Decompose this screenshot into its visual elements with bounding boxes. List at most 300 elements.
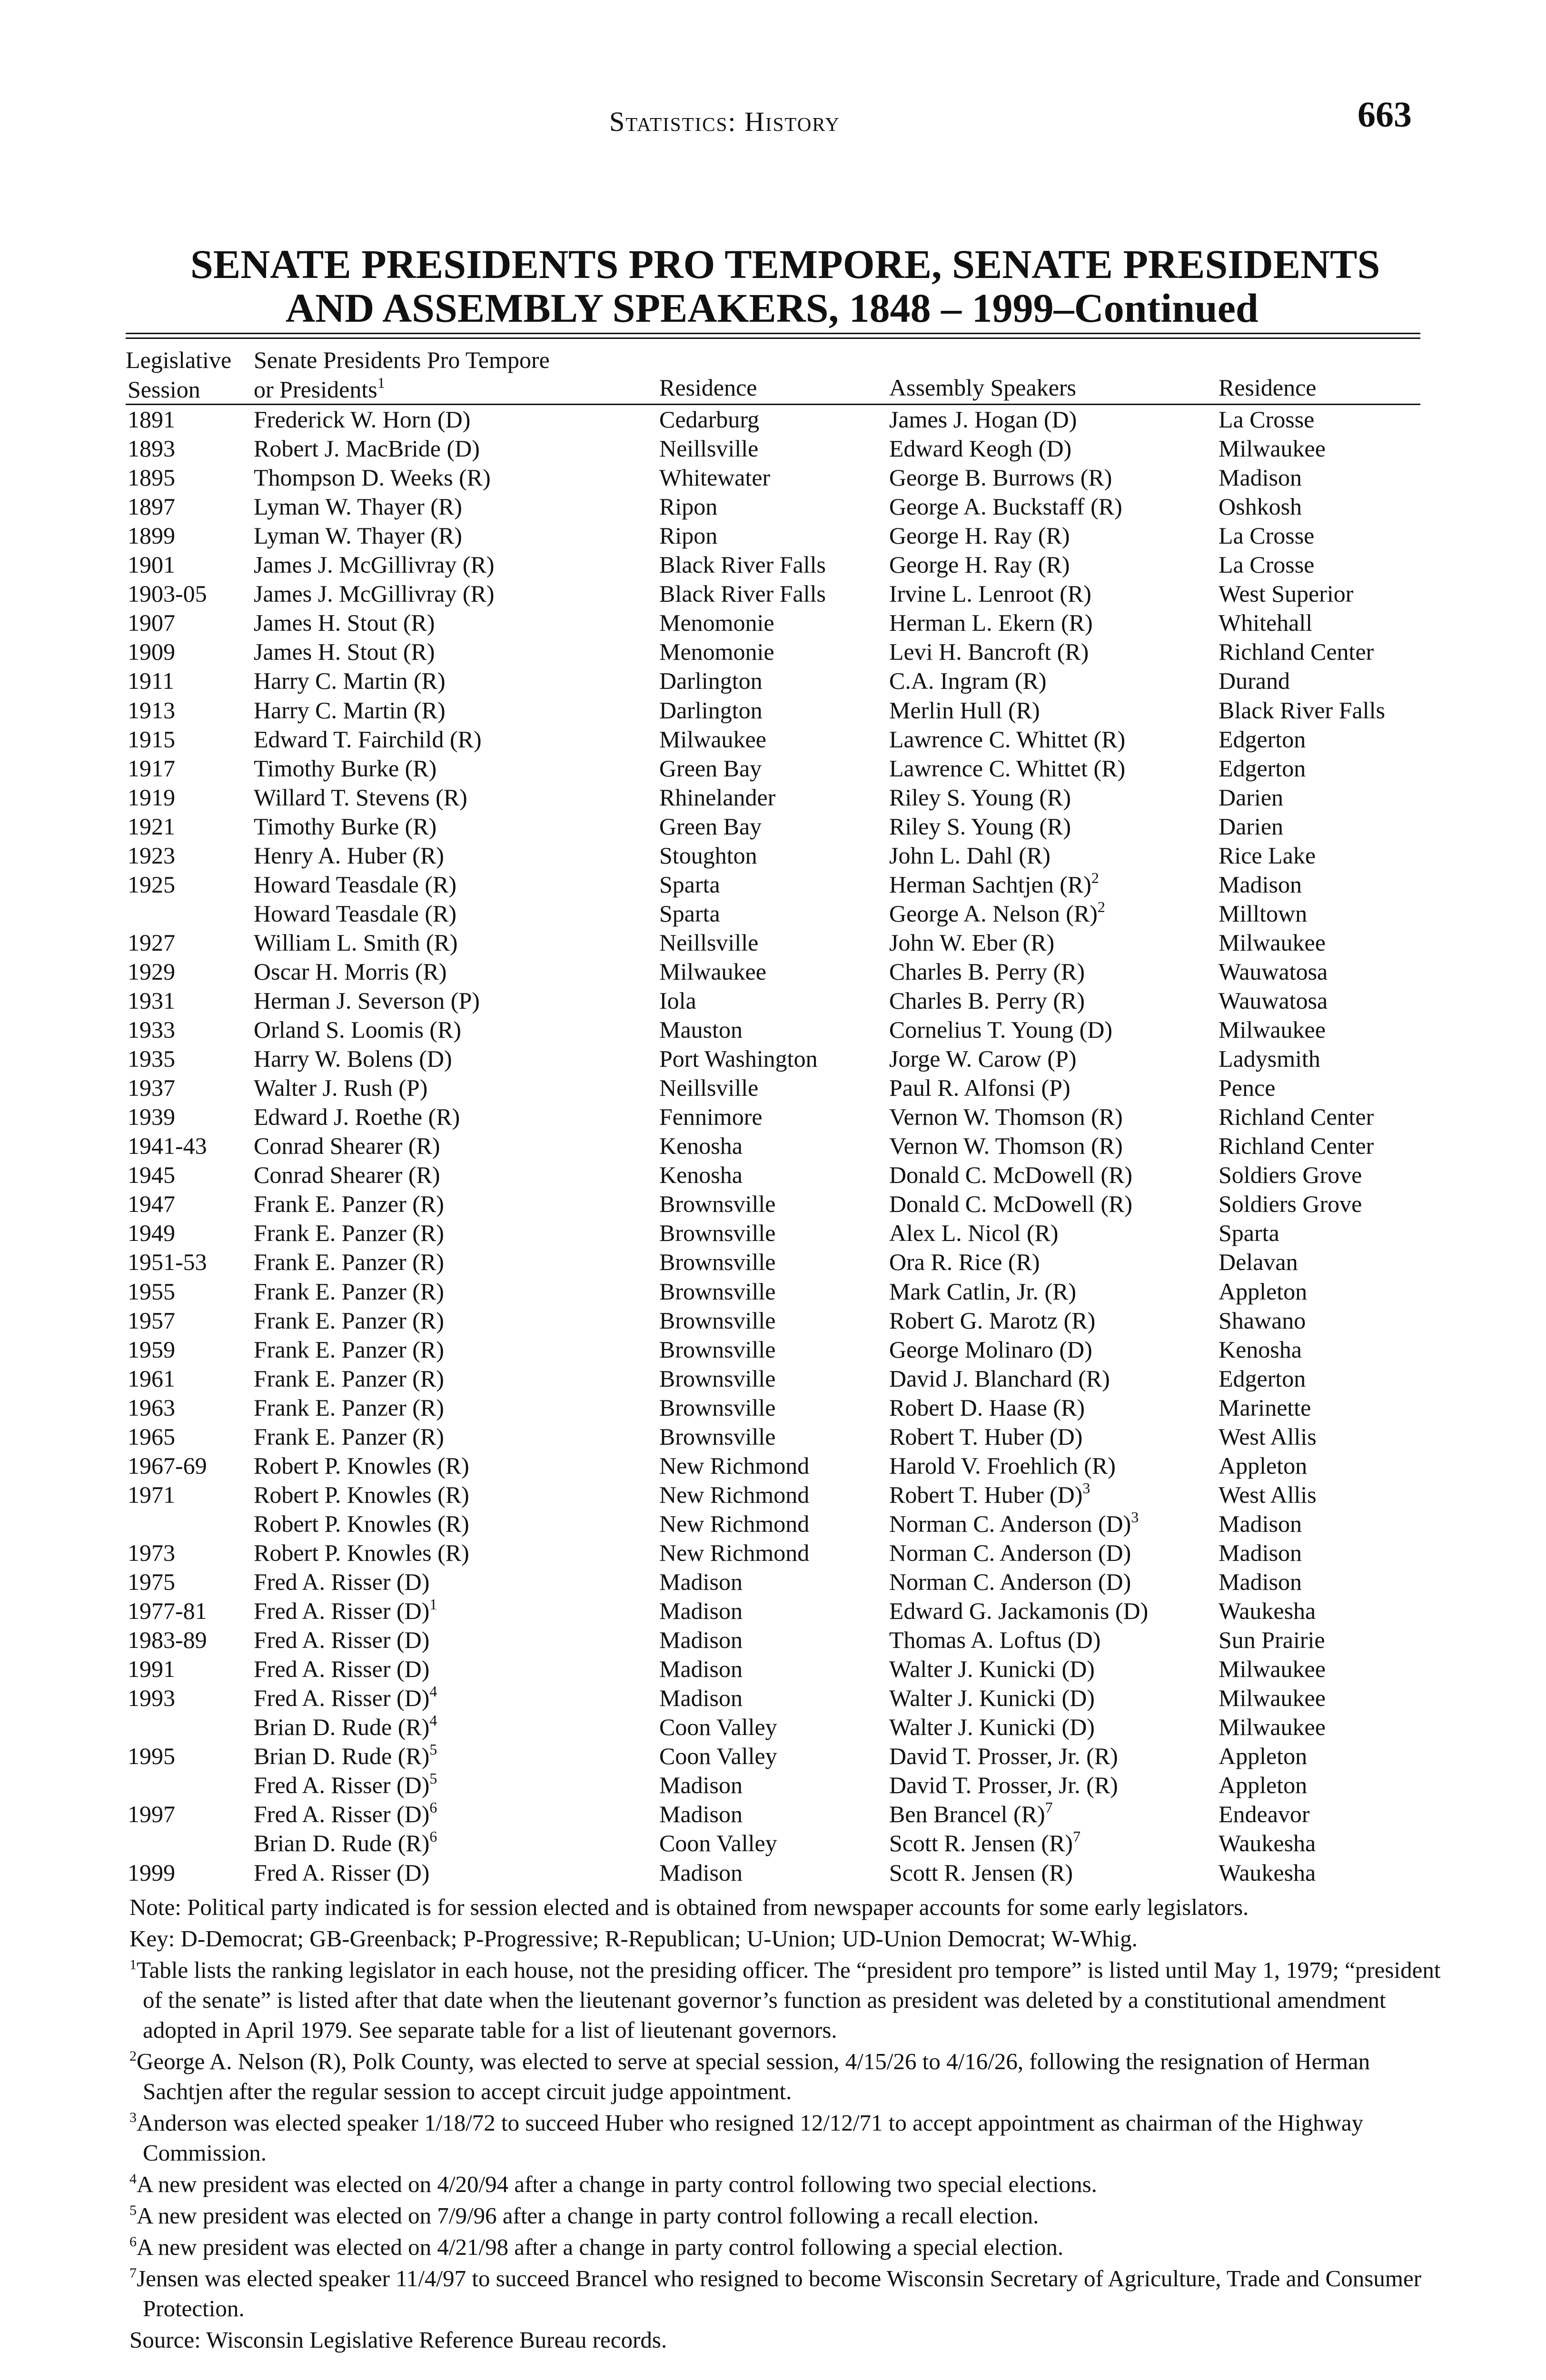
speaker-cell: Norman C. Anderson (D) <box>889 1539 1131 1566</box>
session-cell: 1891 <box>128 406 175 433</box>
speaker-residence-cell: Waukesha <box>1219 1597 1316 1625</box>
president-residence-cell: Brownsville <box>659 1336 776 1363</box>
speaker-residence-cell: Whitehall <box>1219 609 1313 636</box>
president-cell: Frank E. Panzer (R) <box>254 1336 444 1363</box>
president-cell: Thompson D. Weeks (R) <box>254 464 491 491</box>
table-title-line1: SENATE PRESIDENTS PRO TEMPORE, SENATE PRESIDENTS <box>190 241 1380 287</box>
speaker-residence-cell: West Superior <box>1219 580 1354 607</box>
speaker-cell: Walter J. Kunicki (D) <box>889 1656 1095 1683</box>
president-residence-cell: Rhinelander <box>659 783 776 811</box>
header-session-line2: Session <box>128 376 200 403</box>
running-head: Statistics: History <box>609 106 840 137</box>
session-cell: 1941-43 <box>128 1132 207 1160</box>
president-residence-cell: Ripon <box>659 522 718 549</box>
table-row <box>0 900 1546 929</box>
speaker-residence-cell: Appleton <box>1219 1278 1308 1305</box>
session-cell: 1961 <box>128 1365 175 1392</box>
speaker-cell: Irvine L. Lenroot (R) <box>889 580 1091 607</box>
president-cell: Robert P. Knowles (R) <box>254 1481 469 1508</box>
speaker-cell: Charles B. Perry (R) <box>889 958 1085 985</box>
president-residence-cell: Brownsville <box>659 1394 776 1421</box>
president-residence-cell: New Richmond <box>659 1481 810 1508</box>
footnote-mark: 7 <box>129 2265 137 2281</box>
session-cell: 1909 <box>128 638 175 665</box>
president-residence-cell: New Richmond <box>659 1510 810 1537</box>
table-row <box>0 406 1546 435</box>
table-row <box>0 958 1546 987</box>
header-rule <box>126 404 1420 405</box>
speaker-cell: David T. Prosser, Jr. (R) <box>889 1743 1118 1770</box>
president-residence-cell: Port Washington <box>659 1045 818 1072</box>
president-cell: Frank E. Panzer (R) <box>254 1423 444 1450</box>
president-cell: James J. McGillivray (R) <box>254 551 495 578</box>
table-row <box>0 696 1546 725</box>
speaker-residence-cell: Madison <box>1219 464 1302 491</box>
footnote-mark: 1 <box>429 1596 437 1613</box>
president-residence-cell: Madison <box>659 1656 743 1683</box>
session-cell: 1917 <box>128 754 175 782</box>
table-row <box>0 1190 1546 1219</box>
speaker-cell: Robert T. Huber $(D)^3$ <box>889 1479 1090 1508</box>
header-session-line1: Legislative <box>126 347 232 373</box>
session-cell: 1907 <box>128 609 175 636</box>
key-text: Key: D-Democrat; GB-Greenback; P-Progressive; R-Republican; U-Union; UD-Union Democrat; W-Whig. <box>129 1925 1138 1952</box>
speaker-residence-cell: Edgerton <box>1219 1365 1306 1392</box>
speaker-cell: Scott R. Jensen $(R)^7$ <box>889 1828 1081 1857</box>
table-row <box>0 871 1546 900</box>
footnote-mark: 4 <box>429 1683 437 1700</box>
table-row <box>0 1452 1546 1481</box>
page-number: 663 <box>1358 95 1412 135</box>
footnote-mark: 4 <box>429 1712 437 1729</box>
speaker-residence-cell: Wauwatosa <box>1219 958 1328 985</box>
president-cell: James J. McGillivray (R) <box>254 580 495 607</box>
president-residence-cell: Coon Valley <box>659 1714 777 1741</box>
president-residence-cell: Fennimore <box>659 1103 763 1130</box>
session-cell: 1983-89 <box>128 1626 207 1654</box>
president-cell: Fred A. Risser $(D)^1$ <box>254 1596 437 1625</box>
speaker-residence-cell: Waukesha <box>1219 1859 1316 1886</box>
speaker-residence-cell: Oshkosh <box>1219 493 1302 520</box>
speaker-residence-cell: Madison <box>1219 1539 1302 1566</box>
session-cell: 1897 <box>128 493 175 520</box>
session-cell: 1899 <box>128 522 175 549</box>
table-row <box>0 1481 1546 1510</box>
speaker-cell: John L. Dahl (R) <box>889 842 1050 869</box>
president-residence-cell: Iola <box>659 987 696 1014</box>
president-residence-cell: Kenosha <box>659 1161 743 1189</box>
president-residence-cell: Milwaukee <box>659 958 766 985</box>
president-cell: Robert P. Knowles (R) <box>254 1510 469 1537</box>
president-cell: Harry W. Bolens (D) <box>254 1045 452 1072</box>
president-cell: Brian D. Rude $(R)^4$ <box>254 1712 437 1741</box>
source-text: Source: Wisconsin Legislative Reference Bureau records. <box>129 2327 667 2353</box>
speaker-cell: Scott R. Jensen (R) <box>889 1859 1073 1886</box>
footnotes <box>129 1955 1443 2323</box>
session-cell: 1935 <box>128 1045 175 1072</box>
speaker-cell: George H. Ray (R) <box>889 551 1070 578</box>
president-residence-cell: Madison <box>659 1801 743 1828</box>
speaker-cell: Ben Brancel $(R)^7$ <box>889 1799 1053 1828</box>
president-residence-cell: Sparta <box>659 900 720 927</box>
session-cell: 1931 <box>128 987 175 1014</box>
president-cell: Walter J. Rush (P) <box>254 1074 428 1101</box>
table-row <box>0 1248 1546 1277</box>
table-row <box>0 493 1546 522</box>
speaker-cell: Cornelius T. Young (D) <box>889 1016 1113 1043</box>
speaker-residence-cell: Milwaukee <box>1219 1714 1326 1741</box>
speaker-cell: Robert D. Haase (R) <box>889 1394 1085 1421</box>
session-cell: 1895 <box>128 464 175 491</box>
session-cell: 1955 <box>128 1278 175 1305</box>
president-residence-cell: Coon Valley <box>659 1830 777 1857</box>
session-cell: 1965 <box>128 1423 175 1450</box>
speaker-cell: Norman C. Anderson (D) <box>889 1568 1131 1595</box>
president-cell: William L. Smith (R) <box>254 929 458 956</box>
footnote-mark: 7 <box>1045 1799 1053 1816</box>
table-row <box>0 522 1546 551</box>
speaker-cell: Robert G. Marotz (R) <box>889 1307 1096 1334</box>
president-cell: Brian D. Rude $(R)^5$ <box>254 1741 437 1770</box>
footnote: $^4$A new president was elected on 4/20/94 after a change in party control following two special elections. <box>129 2171 1097 2197</box>
session-cell: 1901 <box>128 551 175 578</box>
speaker-cell: Ora R. Rice (R) <box>889 1249 1040 1276</box>
speaker-cell: Vernon W. Thomson (R) <box>889 1103 1123 1130</box>
president-residence-cell: Brownsville <box>659 1423 776 1450</box>
footnote-mark: 5 <box>429 1741 437 1758</box>
footnote: $^7$Jensen was elected speaker 11/4/97 to succeed Brancel who resigned to become Wisconsin Secretary of Agriculture, Trade and Consumer Protection. <box>129 2265 1422 2321</box>
session-cell: 1929 <box>128 958 175 985</box>
president-residence-cell: Cedarburg <box>659 406 760 433</box>
speaker-residence-cell: Kenosha <box>1219 1336 1302 1363</box>
president-residence-cell: Brownsville <box>659 1249 776 1276</box>
speaker-cell: Vernon W. Thomson (R) <box>889 1132 1123 1160</box>
president-cell: Robert P. Knowles (R) <box>254 1452 469 1479</box>
speaker-cell: Paul R. Alfonsi (P) <box>889 1074 1070 1101</box>
session-cell: 1925 <box>128 871 175 898</box>
footnote-mark: 3 <box>1082 1479 1090 1497</box>
session-cell: 1995 <box>128 1743 175 1770</box>
footnote-mark: 5 <box>429 1770 437 1787</box>
speaker-residence-cell: Madison <box>1219 871 1302 898</box>
speaker-cell: Merlin Hull (R) <box>889 696 1040 724</box>
footnote-mark: 2 <box>1097 898 1105 915</box>
president-cell: Fred A. Risser (D) <box>254 1859 430 1886</box>
session-cell: 1949 <box>128 1220 175 1247</box>
header-residence1: Residence <box>659 374 757 401</box>
speaker-residence-cell: Sun Prairie <box>1219 1626 1325 1654</box>
speaker-cell: Harold V. Froehlich (R) <box>889 1452 1116 1479</box>
president-residence-cell: Black River Falls <box>659 551 826 578</box>
table-row <box>0 1336 1546 1365</box>
footnote-mark: 6 <box>429 1799 437 1816</box>
table-row <box>0 638 1546 667</box>
president-cell: Lyman W. Thayer (R) <box>254 522 462 549</box>
speaker-cell: David J. Blanchard (R) <box>889 1365 1110 1392</box>
table-row <box>0 1103 1546 1132</box>
president-residence-cell: Madison <box>659 1772 743 1799</box>
speaker-residence-cell: Milwaukee <box>1219 1016 1326 1043</box>
footnote-mark: 5 <box>129 2202 137 2218</box>
speaker-residence-cell: Ladysmith <box>1219 1045 1320 1072</box>
table-row <box>0 435 1546 464</box>
speaker-cell: Lawrence C. Whittet (R) <box>889 754 1126 782</box>
speaker-residence-cell: Milwaukee <box>1219 929 1326 956</box>
session-cell: 1919 <box>128 783 175 811</box>
table-row <box>0 1423 1546 1452</box>
table-row <box>0 1539 1546 1568</box>
session-cell: 1973 <box>128 1539 175 1566</box>
speaker-cell: Donald C. McDowell (R) <box>889 1161 1133 1189</box>
session-cell: 1993 <box>128 1685 175 1712</box>
speaker-residence-cell: Endeavor <box>1219 1801 1310 1828</box>
speaker-cell: Charles B. Perry (R) <box>889 987 1085 1014</box>
president-cell: Frank E. Panzer (R) <box>254 1394 444 1421</box>
header-president-line2: or Presidents$^1$ <box>254 374 385 403</box>
speaker-residence-cell: Richland Center <box>1219 638 1374 665</box>
session-cell: 1945 <box>128 1161 175 1189</box>
president-cell: Fred A. Risser (D) <box>254 1656 430 1683</box>
speaker-residence-cell: La Crosse <box>1219 406 1315 433</box>
president-cell: Fred A. Risser $(D)^4$ <box>254 1683 437 1712</box>
president-cell: Fred A. Risser (D) <box>254 1568 430 1595</box>
speaker-residence-cell: Richland Center <box>1219 1103 1374 1130</box>
table-row <box>0 1394 1546 1423</box>
president-cell: Robert P. Knowles (R) <box>254 1539 469 1566</box>
speaker-residence-cell: Soldiers Grove <box>1219 1190 1362 1218</box>
speaker-residence-cell: Soldiers Grove <box>1219 1161 1362 1189</box>
speaker-cell: Thomas A. Loftus (D) <box>889 1626 1101 1654</box>
president-residence-cell: Madison <box>659 1859 743 1886</box>
footnote-mark: 2 <box>1091 869 1099 886</box>
president-residence-cell: Brownsville <box>659 1307 776 1334</box>
table-row <box>0 551 1546 580</box>
speaker-residence-cell: Edgerton <box>1219 725 1306 753</box>
speaker-cell: Donald C. McDowell (R) <box>889 1190 1133 1218</box>
speaker-cell: George A. Buckstaff (R) <box>889 493 1122 520</box>
session-cell: 1939 <box>128 1103 175 1130</box>
table-row <box>0 1278 1546 1307</box>
session-cell: 1927 <box>128 929 175 956</box>
footnote: $^2$George A. Nelson (R), Polk County, was elected to serve at special session, 4/15/26 to 4/16/26, following the resignation of Herman Sachtjen after the regular session to accept circuit judge appointment. <box>129 2048 1370 2104</box>
footnote: $^5$A new president was elected on 7/9/96 after a change in party control following a recall election. <box>129 2202 1039 2229</box>
footnote-mark: 1 <box>377 374 385 391</box>
president-cell: Willard T. Stevens (R) <box>254 783 467 811</box>
president-residence-cell: Neillsville <box>659 435 759 462</box>
speaker-residence-cell: La Crosse <box>1219 522 1315 549</box>
president-cell: Frank E. Panzer (R) <box>254 1249 444 1276</box>
speaker-residence-cell: Richland Center <box>1219 1132 1374 1160</box>
table-row <box>0 929 1546 958</box>
president-cell: Fred A. Risser (D) <box>254 1626 430 1654</box>
speaker-cell: Edward Keogh (D) <box>889 435 1072 462</box>
president-residence-cell: Menomonie <box>659 609 774 636</box>
speaker-residence-cell: Rice Lake <box>1219 842 1316 869</box>
president-residence-cell: Darlington <box>659 667 763 694</box>
speaker-cell: Levi H. Bancroft (R) <box>889 638 1089 665</box>
president-residence-cell: Stoughton <box>659 842 757 869</box>
speaker-residence-cell: Appleton <box>1219 1772 1308 1799</box>
president-cell: Howard Teasdale (R) <box>254 871 456 898</box>
speaker-cell: Herman L. Ekern (R) <box>889 609 1093 636</box>
table-row <box>0 1219 1546 1248</box>
speaker-residence-cell: La Crosse <box>1219 551 1315 578</box>
session-cell: 1975 <box>128 1568 175 1595</box>
president-residence-cell: Brownsville <box>659 1278 776 1305</box>
notes-section <box>129 1892 1443 2356</box>
speaker-residence-cell: Darien <box>1219 783 1284 811</box>
president-cell: James H. Stout (R) <box>254 638 435 665</box>
table-row <box>0 1074 1546 1103</box>
table-row <box>0 580 1546 609</box>
president-cell: Frank E. Panzer (R) <box>254 1365 444 1392</box>
president-residence-cell: Neillsville <box>659 1074 759 1101</box>
president-cell: Lyman W. Thayer (R) <box>254 493 462 520</box>
session-cell: 1959 <box>128 1336 175 1363</box>
president-residence-cell: Madison <box>659 1626 743 1654</box>
president-cell: Brian D. Rude $(R)^6$ <box>254 1828 437 1857</box>
table-row <box>0 1365 1546 1394</box>
president-cell: Timothy Burke (R) <box>254 813 437 840</box>
president-residence-cell: New Richmond <box>659 1539 810 1566</box>
table-row <box>0 1045 1546 1074</box>
note-text: Note: Political party indicated is for session elected and is obtained from newspaper accounts for some early legislators. <box>129 1894 1249 1920</box>
president-residence-cell: New Richmond <box>659 1452 810 1479</box>
president-residence-cell: Brownsville <box>659 1190 776 1218</box>
president-residence-cell: Green Bay <box>659 754 762 782</box>
footnote-mark: 1 <box>129 1957 137 1973</box>
session-cell: 1915 <box>128 725 175 753</box>
table-row <box>0 1597 1546 1626</box>
table-row <box>0 754 1546 783</box>
speaker-residence-cell: Milwaukee <box>1219 1685 1326 1712</box>
table-row <box>0 1771 1546 1800</box>
footnote-mark: 6 <box>429 1828 437 1845</box>
president-residence-cell: Black River Falls <box>659 580 826 607</box>
session-cell: 1997 <box>128 1801 175 1828</box>
table-row <box>0 783 1546 813</box>
speaker-residence-cell: West Allis <box>1219 1481 1317 1508</box>
session-cell: 1911 <box>128 667 175 694</box>
speaker-cell: John W. Eber (R) <box>889 929 1055 956</box>
speaker-cell: Riley S. Young (R) <box>889 813 1071 840</box>
president-residence-cell: Neillsville <box>659 929 759 956</box>
title-rule-bottom <box>126 337 1420 339</box>
session-cell: 1951-53 <box>128 1249 207 1276</box>
president-residence-cell: Green Bay <box>659 813 762 840</box>
table-row <box>0 1713 1546 1742</box>
header-residence2: Residence <box>1219 374 1317 401</box>
president-cell: James H. Stout (R) <box>254 609 435 636</box>
header-president-line1: Senate Presidents Pro Tempore <box>254 347 550 373</box>
table-row <box>0 1859 1546 1888</box>
speaker-residence-cell: Shawano <box>1219 1307 1306 1334</box>
president-cell: Fred A. Risser $(D)^6$ <box>254 1799 437 1828</box>
president-cell: Howard Teasdale (R) <box>254 900 456 927</box>
president-residence-cell: Madison <box>659 1685 743 1712</box>
table-row <box>0 813 1546 842</box>
speaker-residence-cell: Edgerton <box>1219 754 1306 782</box>
speaker-residence-cell: Pence <box>1219 1074 1276 1101</box>
speaker-cell: C.A. Ingram (R) <box>889 667 1047 694</box>
speaker-residence-cell: Wauwatosa <box>1219 987 1328 1014</box>
session-cell: 1921 <box>128 813 175 840</box>
speaker-cell: Walter J. Kunicki (D) <box>889 1714 1095 1741</box>
table-row <box>0 1655 1546 1684</box>
president-cell: Timothy Burke (R) <box>254 754 437 782</box>
president-cell: Conrad Shearer (R) <box>254 1161 440 1189</box>
table-row <box>0 609 1546 638</box>
president-residence-cell: Whitewater <box>659 464 771 491</box>
speaker-residence-cell: Sparta <box>1219 1220 1279 1247</box>
president-cell: Frank E. Panzer (R) <box>254 1307 444 1334</box>
speaker-cell: Walter J. Kunicki (D) <box>889 1685 1095 1712</box>
session-cell: 1999 <box>128 1859 175 1886</box>
speaker-residence-cell: Delavan <box>1219 1249 1298 1276</box>
table-row <box>0 1016 1546 1045</box>
table-row <box>0 725 1546 754</box>
session-cell: 1971 <box>128 1481 175 1508</box>
speaker-cell: Herman Sachtjen $(R)^2$ <box>889 869 1099 898</box>
footnote-mark: 7 <box>1073 1828 1081 1845</box>
speaker-residence-cell: Milltown <box>1219 900 1308 927</box>
president-cell: Conrad Shearer (R) <box>254 1132 440 1160</box>
footnote: $^1$Table lists the ranking legislator in each house, not the presiding officer. The “president pro tempore” is listed until May 1, 1979; “president of the senate” is listed after that date when the lieutenant governor’s function as president was deleted by a constitutional amendment adopted in April 1979. See separate table for a list of lieutenant governors. <box>129 1957 1441 2043</box>
speaker-residence-cell: Marinette <box>1219 1394 1311 1421</box>
session-cell: 1923 <box>128 842 175 869</box>
president-residence-cell: Kenosha <box>659 1132 743 1160</box>
president-residence-cell: Coon Valley <box>659 1743 777 1770</box>
president-cell: Robert J. MacBride (D) <box>254 435 480 462</box>
speaker-cell: Robert T. Huber (D) <box>889 1423 1083 1450</box>
president-residence-cell: Ripon <box>659 493 718 520</box>
speaker-residence-cell: Madison <box>1219 1510 1302 1537</box>
president-residence-cell: Brownsville <box>659 1220 776 1247</box>
table-row <box>0 842 1546 871</box>
speaker-cell: Norman C. Anderson $(D)^3$ <box>889 1508 1139 1537</box>
session-cell: 1963 <box>128 1394 175 1421</box>
speaker-residence-cell: Milwaukee <box>1219 435 1326 462</box>
speaker-cell: Edward G. Jackamonis (D) <box>889 1597 1149 1625</box>
table-row <box>0 1568 1546 1597</box>
footnote-mark: 3 <box>1131 1508 1139 1526</box>
table-row <box>0 464 1546 493</box>
footnote-mark: 2 <box>129 2048 137 2064</box>
president-cell: Harry C. Martin (R) <box>254 667 446 694</box>
speaker-cell: James J. Hogan (D) <box>889 406 1077 433</box>
table-row <box>0 1742 1546 1771</box>
session-cell: 1903-05 <box>128 580 207 607</box>
speaker-residence-cell: West Allis <box>1219 1423 1317 1450</box>
speaker-residence-cell: Durand <box>1219 667 1290 694</box>
table-row <box>0 1161 1546 1190</box>
speaker-cell: Jorge W. Carow (P) <box>889 1045 1077 1072</box>
president-cell: Frederick W. Horn (D) <box>254 406 471 433</box>
footnote-mark: 4 <box>129 2171 137 2187</box>
speaker-residence-cell: Appleton <box>1219 1452 1308 1479</box>
header-assembly-speakers: Assembly Speakers <box>889 374 1076 401</box>
session-cell: 1933 <box>128 1016 175 1043</box>
table-title-line2: AND ASSEMBLY SPEAKERS, 1848 – 1999–Continued <box>286 285 1259 331</box>
president-cell: Frank E. Panzer (R) <box>254 1278 444 1305</box>
speaker-residence-cell: Appleton <box>1219 1743 1308 1770</box>
title-rule-top <box>126 333 1420 334</box>
president-cell: Herman J. Severson (P) <box>254 987 480 1014</box>
table-row <box>0 1684 1546 1713</box>
president-cell: Henry A. Huber (R) <box>254 842 444 869</box>
president-cell: Edward T. Fairchild (R) <box>254 725 482 753</box>
president-residence-cell: Milwaukee <box>659 725 766 753</box>
